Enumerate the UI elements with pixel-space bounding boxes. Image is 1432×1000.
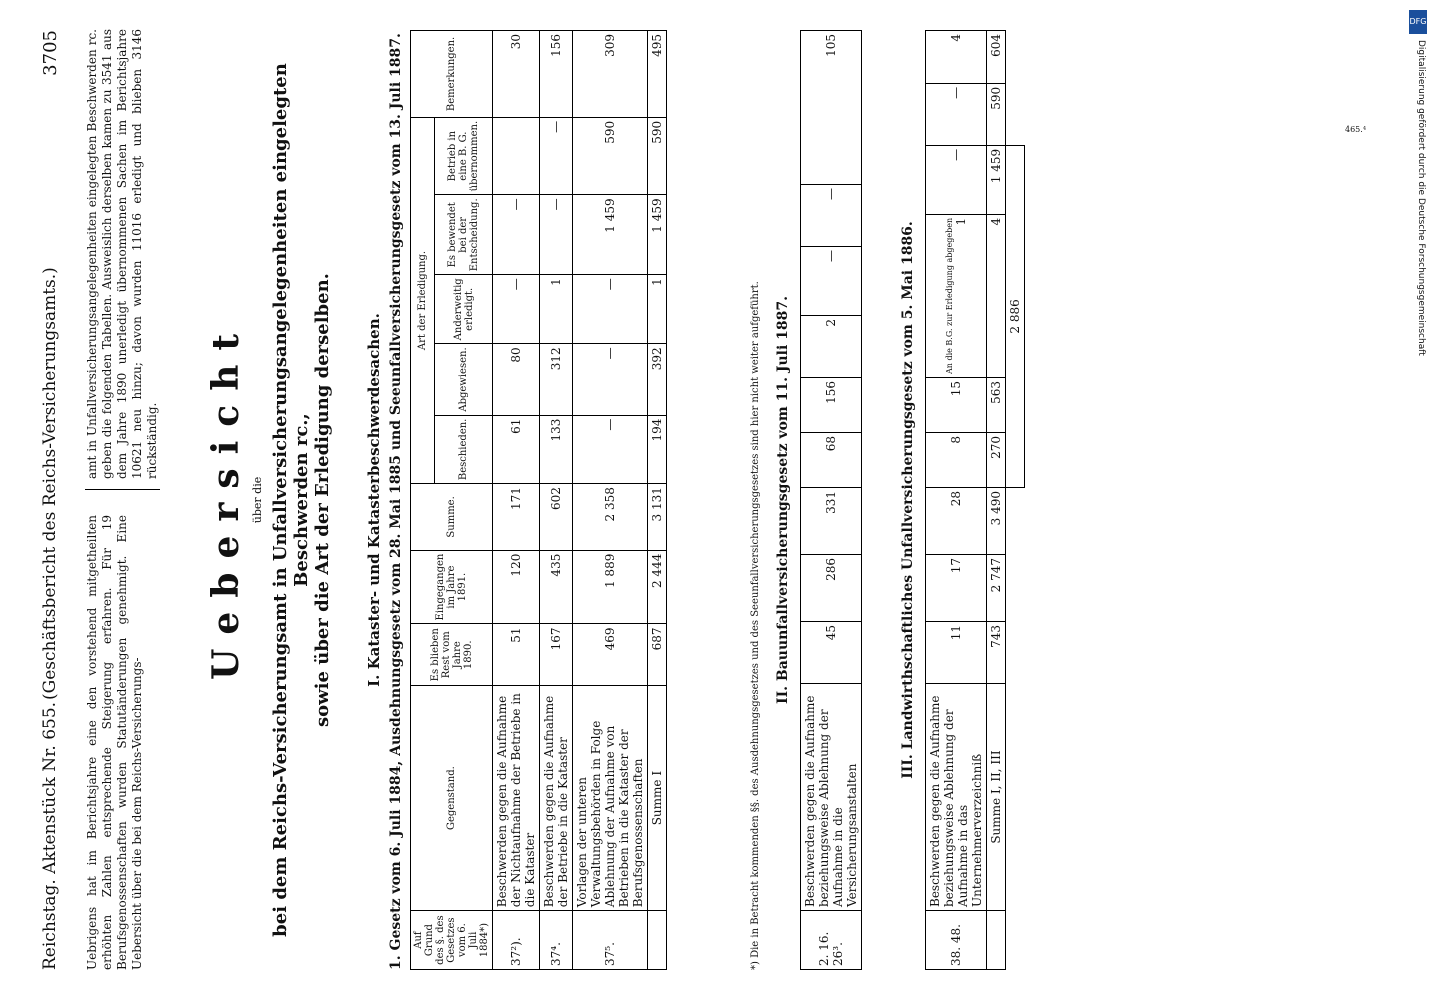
cell-total-label: Summe I xyxy=(648,686,667,911)
table-total-row xyxy=(648,31,667,970)
cell-anderw: — xyxy=(493,275,540,344)
section3-heading: III. Landwirthschaftliches Unfallversicherungsgesetz vom 5. Mai 1886. xyxy=(900,221,916,779)
cell-neu: 435 xyxy=(540,550,573,624)
cell-para: 37⁴. xyxy=(540,911,573,970)
cell-besch: — xyxy=(573,415,648,484)
cell-neu: 2 747 xyxy=(987,555,1006,622)
cell-bew: 1 459 xyxy=(648,195,667,275)
title-sub1: bei dem Reichs-Versicherungsamt in Unfallversicherungsangelegenheiten eingelegten Beschwerden rc., xyxy=(270,63,312,937)
cell-summe: 3 490 xyxy=(987,488,1006,555)
page-mark: 465.⁴ xyxy=(1345,125,1367,134)
table-row xyxy=(926,31,987,970)
cell-para: 2. 16. 26³. xyxy=(801,911,862,970)
anderw-note: An die B.G. zur Erledigung abgegeben xyxy=(944,217,954,374)
dfg-sidebar xyxy=(1408,10,1430,600)
cell-anderw: 1 xyxy=(540,275,573,344)
table-header-row xyxy=(411,31,435,970)
section1-heading: I. Kataster- und Katasterbeschwerdesachen. xyxy=(365,313,383,687)
title-main: Uebersicht xyxy=(205,320,247,681)
footnote: *) Die in Betracht kommenden §§. des Ausdehnungsgesetzes und des Seeunfallversicherungsgesetzes sind hier nicht weiter aufgeführt. xyxy=(750,281,761,970)
cell-uner: 604 xyxy=(987,31,1006,84)
cell-summe: 3 131 xyxy=(648,484,667,551)
col-sum: Summe. xyxy=(411,484,493,551)
cell-abgew: 15 xyxy=(926,378,987,433)
title-small: über die xyxy=(251,476,264,524)
table-row xyxy=(573,31,648,970)
cell-para: 37⁵. xyxy=(573,911,648,970)
page-number: 3705 xyxy=(40,30,61,76)
cell-abgew: 156 xyxy=(801,378,862,433)
cell-subject: Vorlagen der unteren Verwaltungsbehörden in Folge Ablehnung der Aufnahme von Betrieben in die Kataster der Berufsgenossenschaften xyxy=(573,686,648,911)
cell-bew: — xyxy=(540,195,573,275)
cell-anderw: 1 xyxy=(648,275,667,344)
cell-betr: — xyxy=(540,117,573,195)
cell-total-label: Summe I, II, III xyxy=(987,684,1006,911)
cell-bew: — xyxy=(493,195,540,275)
dfg-logo-icon: DFG xyxy=(1409,10,1427,34)
cell-anderw: 2 xyxy=(801,316,862,378)
cell-neu: 120 xyxy=(493,550,540,624)
table-total-row xyxy=(987,31,1006,970)
col-incoming: Eingegangen im Jahre 1891. xyxy=(411,550,493,624)
header-left: Reichstag. Aktenstück Nr. 655. xyxy=(40,701,60,970)
cell-rest: 167 xyxy=(540,624,573,686)
cell-empty xyxy=(648,911,667,970)
cell-uner: 4 xyxy=(926,31,987,84)
intro-text xyxy=(85,30,195,970)
table-section1 xyxy=(410,30,667,970)
intro-col-b: amt in Unfallversicherungsangelegenheiten eingelegten Beschwerden rc. geben die folgenden Tabellen. Ausweislich derselben kamen zu 3541 aus dem Jahre 1890 unerledigt übernommenen Sachen im Berichtsjahre 10621 neu hinzu; davon wurden 11016 erledigt und blieben 3146 rückständig. xyxy=(85,29,160,490)
cell-besch: 133 xyxy=(540,415,573,484)
dfg-credit-text: Digitalisierung gefördert durch die Deutsche Forschungsgemeinschaft xyxy=(1416,40,1426,356)
cell-summe: 171 xyxy=(493,484,540,551)
col-anderw: Anderweitig erledigt. xyxy=(435,275,493,344)
cell-anderw: — xyxy=(573,275,648,344)
cell-empty xyxy=(1006,31,1025,146)
cell-abgew: 563 xyxy=(987,378,1006,433)
table-section2 xyxy=(800,30,862,970)
cell-betr xyxy=(493,117,540,195)
document-title xyxy=(205,30,333,970)
cell-para: 37²). xyxy=(493,911,540,970)
col-subject: Gegenstand. xyxy=(411,686,493,911)
cell-neu: 2 444 xyxy=(648,550,667,624)
cell-summe: 28 xyxy=(926,488,987,555)
title-sub2: sowie über die Art der Erledigung derselben. xyxy=(312,273,333,727)
cell-rest: 51 xyxy=(493,624,540,686)
grand-total-row xyxy=(1006,31,1025,970)
table-row xyxy=(493,31,540,970)
cell-besch: 270 xyxy=(987,433,1006,488)
cell-neu: 286 xyxy=(801,555,862,622)
section2-heading: II. Bauunfallversicherungsgesetz vom 11. Juli 1887. xyxy=(775,296,791,704)
cell-anderw xyxy=(926,214,987,377)
cell-abgew: 312 xyxy=(540,344,573,415)
col-bemerkungen: Bemerkungen. xyxy=(411,31,493,118)
cell-rest: 469 xyxy=(573,624,648,686)
document-page xyxy=(30,30,1390,970)
cell-rest: 687 xyxy=(648,624,667,686)
cell-summe: 331 xyxy=(801,488,862,555)
cell-neu: 17 xyxy=(926,555,987,622)
cell-bew: 1 459 xyxy=(987,145,1006,214)
cell-bew: — xyxy=(926,145,987,214)
cell-bew: — xyxy=(801,247,862,316)
cell-summe: 602 xyxy=(540,484,573,551)
cell-summe: 2 358 xyxy=(573,484,648,551)
col-abgewiesen: Abgewiesen. xyxy=(435,344,493,415)
cell-abgew: 80 xyxy=(493,344,540,415)
cell-rest: 11 xyxy=(926,622,987,684)
table-row xyxy=(801,31,862,970)
table-section3 xyxy=(925,30,1025,970)
header-center: (Geschäftsbericht des Reichs-Versicherungsamts.) xyxy=(40,267,60,700)
page-header xyxy=(30,30,70,970)
cell-besch: 8 xyxy=(926,433,987,488)
cell-subject: Beschwerden gegen die Aufnahme beziehungsweise Ablehnung der Aufnahme in die Versicherungsanstalten xyxy=(801,684,862,911)
cell-uner: 30 xyxy=(493,31,540,118)
cell-subject: Beschwerden gegen die Aufnahme der Betriebe in die Kataster xyxy=(540,686,573,911)
intro-col-a: Uebrigens hat im Berichtsjahre eine den vorstehend mitgetheilten erhöhten Zahlen entsprechende Steigerung erfahren. Für 19 Berufsgenossenschaften wurden Statutänderungen genehmigt. Eine Uebersicht über die bei dem Reichs-Versicherungs- xyxy=(85,515,144,970)
cell-neu: 1 889 xyxy=(573,550,648,624)
cell-empty xyxy=(1006,488,1025,970)
grand-total: 2 886 xyxy=(1006,145,1025,487)
cell-anderw: 4 xyxy=(987,214,1006,377)
anderw-value: 1 xyxy=(953,217,968,226)
section1-law: 1. Gesetz vom 6. Juli 1884, Ausdehnungsgesetz vom 28. Mai 1885 und Seeunfallversicherungsgesetz vom 13. Juli 1887. xyxy=(388,33,404,970)
cell-abgew: — xyxy=(573,344,648,415)
cell-bew: 1 459 xyxy=(573,195,648,275)
col-remaining: Es blieben Rest vom Jahre 1890. xyxy=(411,624,493,686)
cell-betr: — xyxy=(801,185,862,247)
cell-uner: 309 xyxy=(573,31,648,118)
cell-para: 38. 48. xyxy=(926,911,987,970)
cell-besch: 68 xyxy=(801,433,862,488)
cell-betr: 590 xyxy=(648,117,667,195)
col-betrieb: Betrieb in eine B. G. übernommen. xyxy=(435,117,493,195)
cell-uner: 495 xyxy=(648,31,667,118)
cell-betr: 590 xyxy=(573,117,648,195)
cell-betr: — xyxy=(926,83,987,145)
table-row xyxy=(540,31,573,970)
col-besch: Beschieden. xyxy=(435,415,493,484)
cell-uner: 156 xyxy=(540,31,573,118)
col-erledigung: Art der Erledigung. xyxy=(411,117,435,483)
col-paragraph: Auf Grund des §. des Gesetzes vom 6. Juli 1884*) xyxy=(411,911,493,970)
cell-empty xyxy=(987,911,1006,970)
col-bewenden: Es bewendet bei der Entscheidung. xyxy=(435,195,493,275)
cell-besch: 61 xyxy=(493,415,540,484)
cell-subject: Beschwerden gegen die Aufnahme beziehungsweise Ablehnung der Aufnahme in das Unternehmerverzeichniß xyxy=(926,684,987,911)
cell-rest: 743 xyxy=(987,622,1006,684)
cell-rest: 45 xyxy=(801,622,862,684)
cell-abgew: 392 xyxy=(648,344,667,415)
cell-besch: 194 xyxy=(648,415,667,484)
cell-betr: 590 xyxy=(987,83,1006,145)
cell-subject: Beschwerden gegen die Aufnahme der Nichtaufnahme der Betriebe in die Kataster xyxy=(493,686,540,911)
cell-uner: 105 xyxy=(801,31,862,185)
